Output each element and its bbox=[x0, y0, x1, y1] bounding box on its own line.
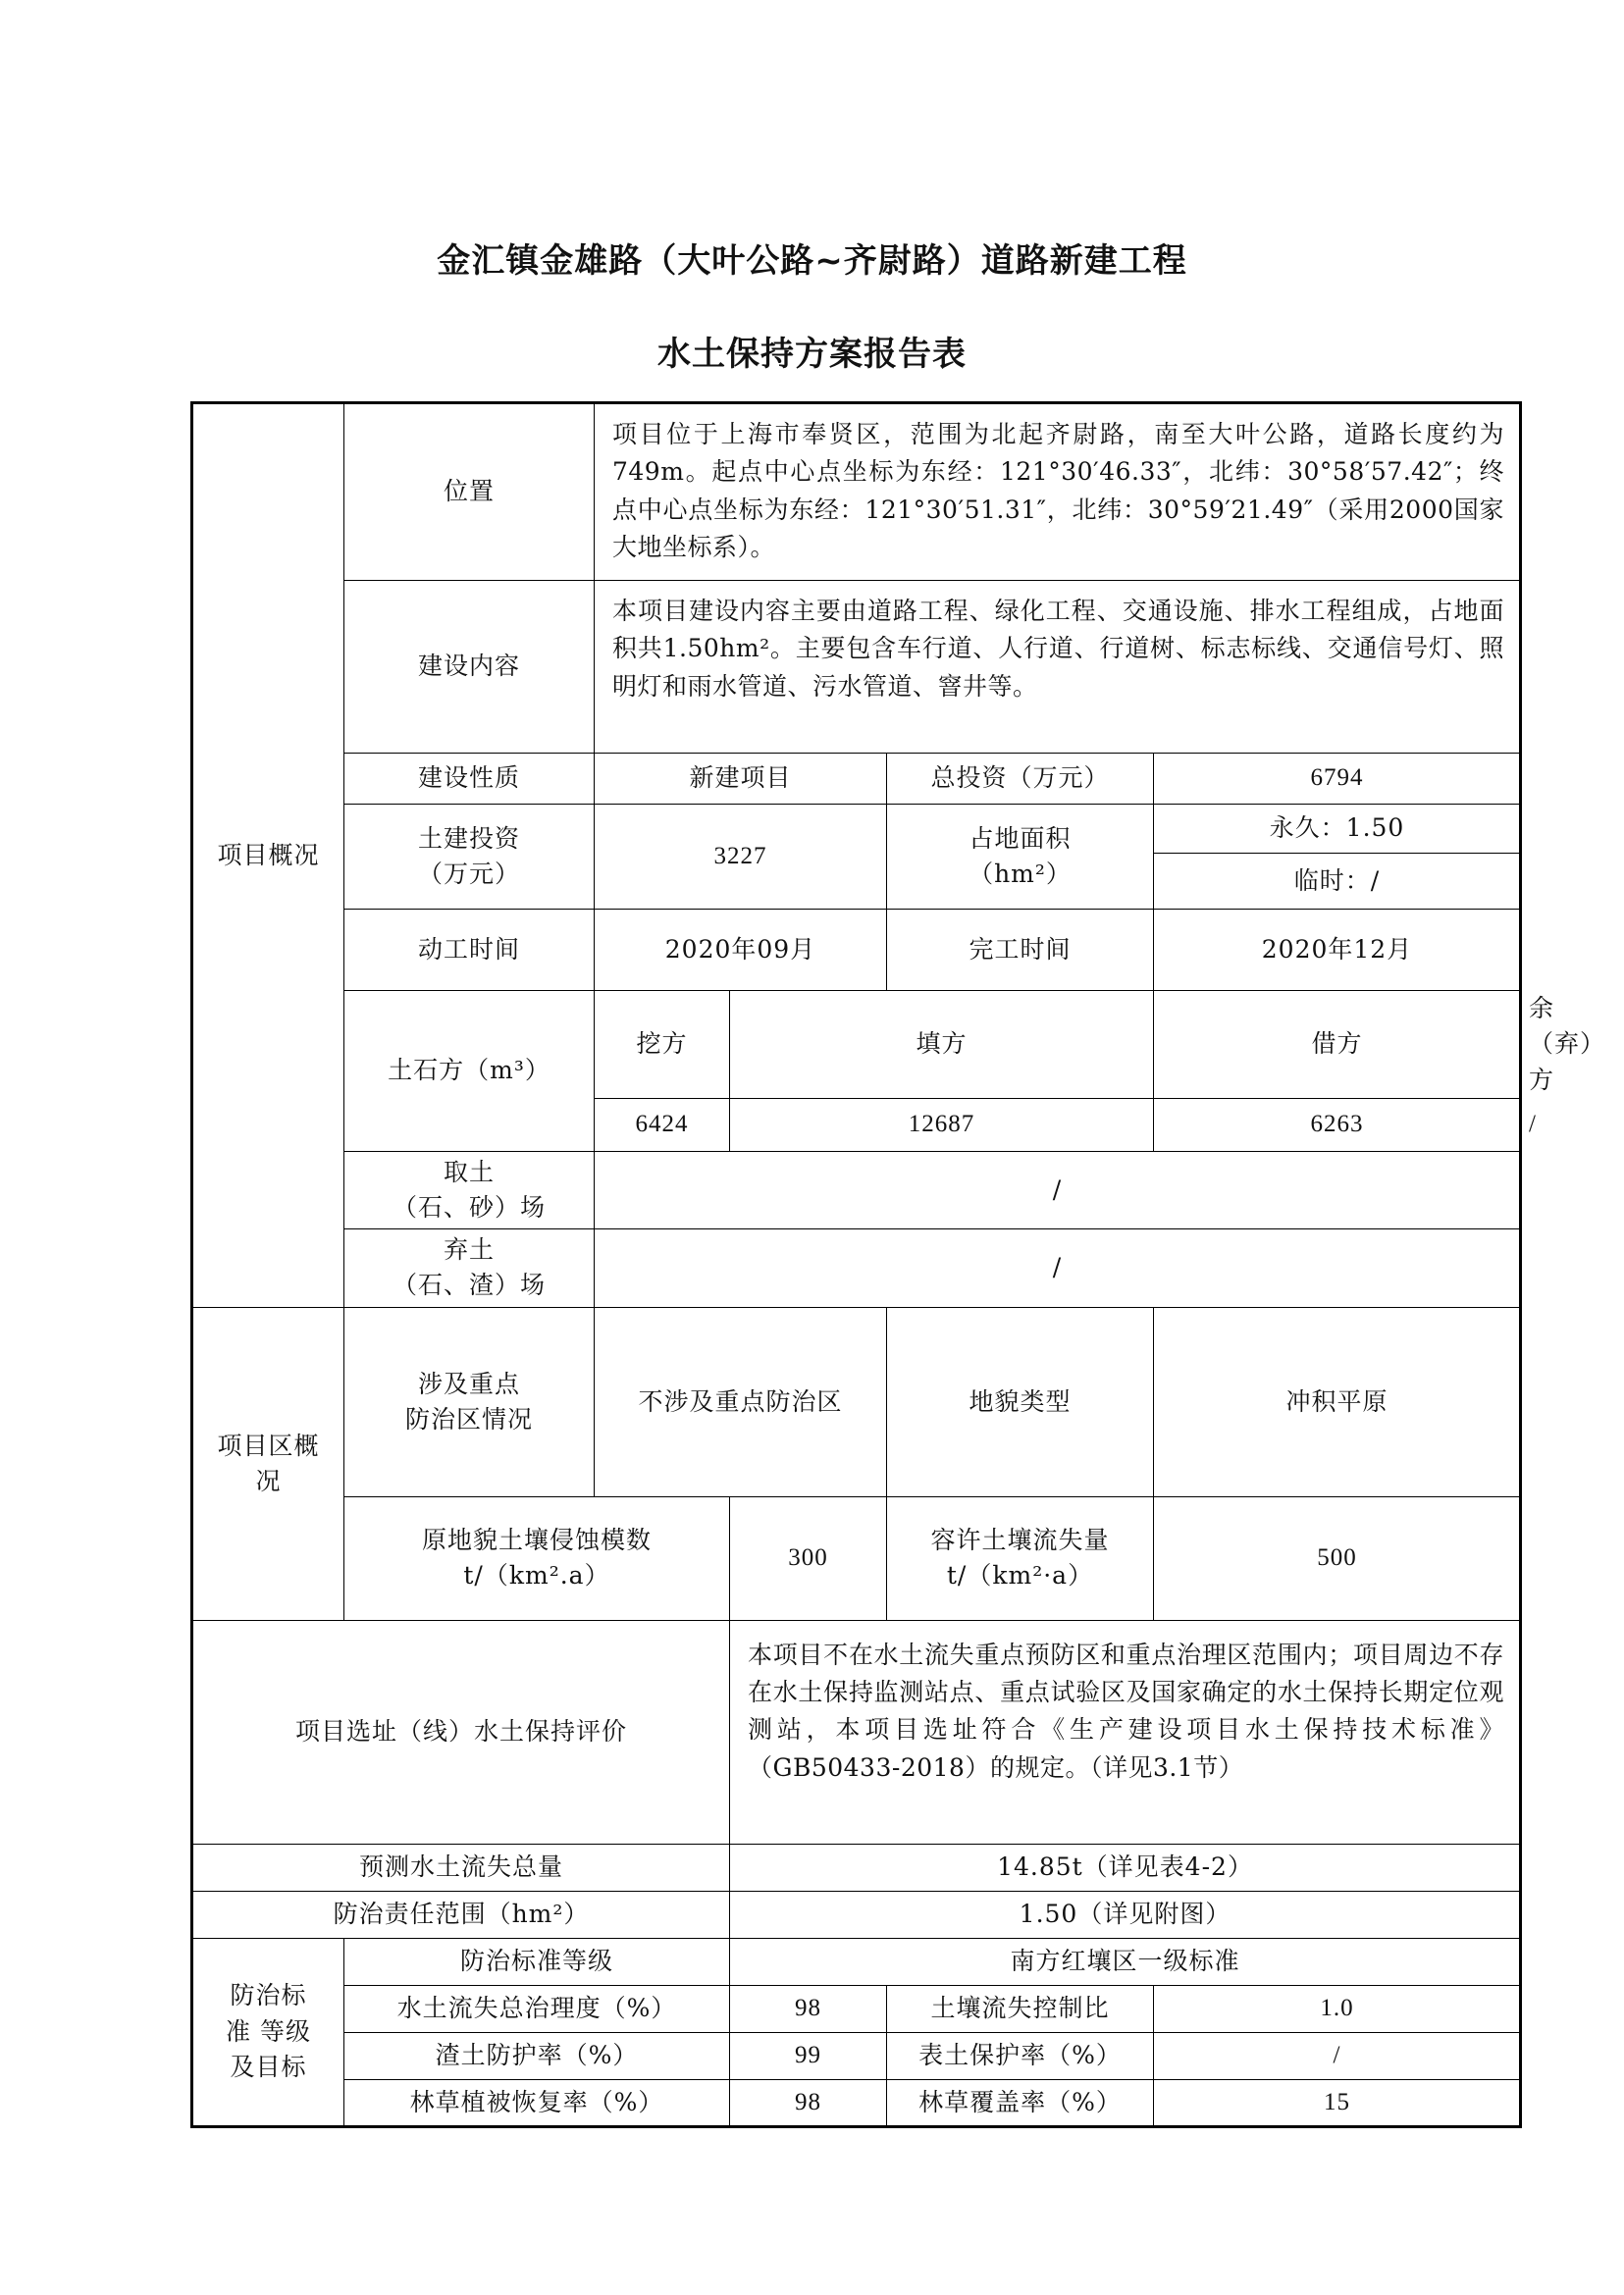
erosion-modulus-label-line1: 原地貌土壤侵蚀模数 bbox=[421, 1526, 652, 1554]
nature-label: 建设性质 bbox=[344, 754, 595, 805]
earthwork-header-borrow: 借方 bbox=[1154, 991, 1521, 1099]
section-area-overview-line1: 项目区概 bbox=[217, 1431, 320, 1460]
section-project-overview: 项目概况 bbox=[192, 403, 344, 1308]
erosion-modulus-label bbox=[344, 1496, 730, 1620]
civil-invest-label bbox=[344, 805, 595, 910]
start-label: 动工时间 bbox=[344, 910, 595, 991]
responsibility-value: 1.50（详见附图） bbox=[730, 1891, 1521, 1938]
earthwork-header-cut: 挖方 bbox=[595, 991, 730, 1099]
site-eval-label: 项目选址（线）水土保持评价 bbox=[192, 1620, 730, 1844]
target-label: 林草植被恢复率（%） bbox=[344, 2079, 730, 2126]
end-label: 完工时间 bbox=[887, 910, 1154, 991]
area-permanent: 永久：1.50 bbox=[1154, 805, 1521, 854]
civil-invest-value: 3227 bbox=[595, 805, 887, 910]
target-label: 林草覆盖率（%） bbox=[887, 2079, 1154, 2126]
report-form-table: 项目概况 位置 项目位于上海市奉贤区，范围为北起齐尉路，南至大叶公路，道路长度约为749m。起点中心点坐标为东经：121°30′46.33″，北纬：30°58′57.42″；终点中心点坐标为东经：121°30′51.31″，北纬：30°59′21.49″（采用2000国家大地坐标系）。 建设内容 本项目建设内容主要由道路工程、绿化工程、交通设施、排水工程组成，占地面积共1.50hm²。主要包含车行道、人行道、行道树、标志标线、交通信号灯、照明灯和雨水管道、污水管道、窨井等。 建设性质 新建项目 总投资（万元） 6794 土建投资 （万元） 3227 占地面积 （hm²） 永久：1.50 临时：/ 动工时间 2020年09月 完工时间 2020年12月 土石方（m³） 挖方 填方 借方 余（弃）方 6424 12687 6263 / 取土 （石、砂）场 / 弃土 （石、渣）场 / 项目区概 况 涉及重点 防治区情况 不涉及重点防治区 地貌类型 冲积平原 原地貌土壤侵蚀模数 t/（km².a） 300 容许土壤流失量 t/（km²·a） 500 项目选址（线）水土保持评价 本项目不在水土流失重点预防区和重点治理区范围内；项目周边不存在水土保持监测站点、重点试验区及国家确定的水土保持长期定位观测站，本项目选址符合《生产建设项目水土保持技术标准》（GB50433-2018）的规定。（详见3.1节） 预测水土流失总量 14.85t（详见表4-2） 防治责任范围（hm²） 1.50（详见附图） 防治标 准 等级 及目标 防治标准等级 南方红壤区一级标准 水土流失总治理度（%） 98 土壤流失控制比 1.0 渣土防护率（%） 99 表土保护率（%） / 林草植被恢复率（%） 98 林草覆盖率（%） 15 bbox=[190, 401, 1522, 2128]
section-area-overview-line2: 况 bbox=[255, 1466, 282, 1495]
document-title: 金汇镇金雄路（大叶公路~齐尉路）道路新建工程 bbox=[437, 241, 1187, 281]
area-label bbox=[887, 805, 1154, 910]
section-area-overview bbox=[192, 1307, 344, 1620]
target-label: 土壤流失控制比 bbox=[887, 1985, 1154, 2032]
total-invest-label: 总投资（万元） bbox=[887, 754, 1154, 805]
section-targets-line3: 及目标 bbox=[230, 2052, 307, 2081]
target-label: 表土保护率（%） bbox=[887, 2032, 1154, 2079]
grade-label: 防治标准等级 bbox=[344, 1938, 730, 1985]
target-value: / bbox=[1154, 2032, 1521, 2079]
section-targets bbox=[192, 1938, 344, 2126]
location-text: 项目位于上海市奉贤区，范围为北起齐尉路，南至大叶公路，道路长度约为749m。起点中心点坐标为东经：121°30′46.33″，北纬：30°58′57.42″；终点中心点坐标为东经：121°30′51.31″，北纬：30°59′21.49″（采用2000国家大地坐标系）。 bbox=[595, 403, 1521, 581]
location-label: 位置 bbox=[344, 403, 595, 581]
spoil-site-label-line2: （石、渣）场 bbox=[392, 1271, 546, 1300]
content-text: 本项目建设内容主要由道路工程、绿化工程、交通设施、排水工程组成，占地面积共1.50hm²。主要包含车行道、人行道、行道树、标志标线、交通信号灯、照明灯和雨水管道、污水管道、窨井等。 bbox=[595, 581, 1521, 754]
area-temporary: 临时：/ bbox=[1154, 854, 1521, 910]
end-value: 2020年12月 bbox=[1154, 910, 1521, 991]
target-label: 渣土防护率（%） bbox=[344, 2032, 730, 2079]
earthwork-label: 土石方（m³） bbox=[344, 991, 595, 1152]
key-zone-label bbox=[344, 1307, 595, 1496]
earthwork-value-cut: 6424 bbox=[595, 1098, 730, 1151]
target-value: 1.0 bbox=[1154, 1985, 1521, 2032]
erosion-modulus-value: 300 bbox=[730, 1496, 887, 1620]
allowable-loss-label bbox=[887, 1496, 1154, 1620]
document-subtitle: 水土保持方案报告表 bbox=[657, 335, 967, 374]
key-zone-label-line2: 防治区情况 bbox=[404, 1404, 533, 1434]
target-value: 99 bbox=[730, 2032, 887, 2079]
start-value: 2020年09月 bbox=[595, 910, 887, 991]
landform-value: 冲积平原 bbox=[1154, 1307, 1521, 1496]
civil-invest-label-line1: 土建投资 bbox=[417, 823, 520, 853]
target-value: 15 bbox=[1154, 2079, 1521, 2126]
key-zone-value: 不涉及重点防治区 bbox=[595, 1307, 887, 1496]
responsibility-label: 防治责任范围（hm²） bbox=[192, 1891, 730, 1938]
target-row bbox=[192, 1985, 1521, 2032]
borrow-site-label-line2: （石、砂）场 bbox=[392, 1192, 546, 1222]
allowable-loss-label-line2: t/（km²·a） bbox=[946, 1561, 1094, 1591]
area-label-line2: （hm²） bbox=[969, 860, 1072, 888]
predicted-loss-value: 14.85t（详见表4-2） bbox=[730, 1844, 1521, 1891]
site-eval-text: 本项目不在水土流失重点预防区和重点治理区范围内；项目周边不存在水土保持监测站点、重点试验区及国家确定的水土保持长期定位观测站，本项目选址符合《生产建设项目水土保持技术标准》（GB50433-2018）的规定。（详见3.1节） bbox=[730, 1620, 1521, 1844]
borrow-site-label bbox=[344, 1151, 595, 1228]
nature-value: 新建项目 bbox=[595, 754, 887, 805]
allowable-loss-label-line1: 容许土壤流失量 bbox=[930, 1526, 1110, 1554]
earthwork-value-borrow: 6263 bbox=[1154, 1098, 1521, 1151]
area-label-line1: 占地面积 bbox=[969, 823, 1072, 853]
content-label: 建设内容 bbox=[344, 581, 595, 754]
spoil-site-value: / bbox=[595, 1228, 1521, 1307]
earthwork-value-fill: 12687 bbox=[730, 1098, 1154, 1151]
target-value: 98 bbox=[730, 2079, 887, 2126]
erosion-modulus-label-line2: t/（km².a） bbox=[463, 1561, 610, 1591]
section-targets-line2: 准 等级 bbox=[226, 2016, 311, 2046]
target-label: 水土流失总治理度（%） bbox=[344, 1985, 730, 2032]
spoil-site-label-line1: 弃土 bbox=[443, 1235, 495, 1264]
key-zone-label-line1: 涉及重点 bbox=[417, 1369, 520, 1398]
grade-value: 南方红壤区一级标准 bbox=[730, 1938, 1521, 1985]
civil-invest-label-line2: （万元） bbox=[417, 860, 520, 888]
section-targets-line1: 防治标 bbox=[230, 1981, 307, 2010]
target-row bbox=[192, 2032, 1521, 2079]
landform-label: 地貌类型 bbox=[887, 1307, 1154, 1496]
earthwork-header-fill: 填方 bbox=[730, 991, 1154, 1099]
target-row bbox=[192, 2079, 1521, 2126]
borrow-site-label-line1: 取土 bbox=[443, 1157, 495, 1186]
spoil-site-label bbox=[344, 1228, 595, 1307]
target-value: 98 bbox=[730, 1985, 887, 2032]
borrow-site-value: / bbox=[595, 1151, 1521, 1228]
predicted-loss-label: 预测水土流失总量 bbox=[192, 1844, 730, 1891]
total-invest-value: 6794 bbox=[1154, 754, 1521, 805]
allowable-loss-value: 500 bbox=[1154, 1496, 1521, 1620]
